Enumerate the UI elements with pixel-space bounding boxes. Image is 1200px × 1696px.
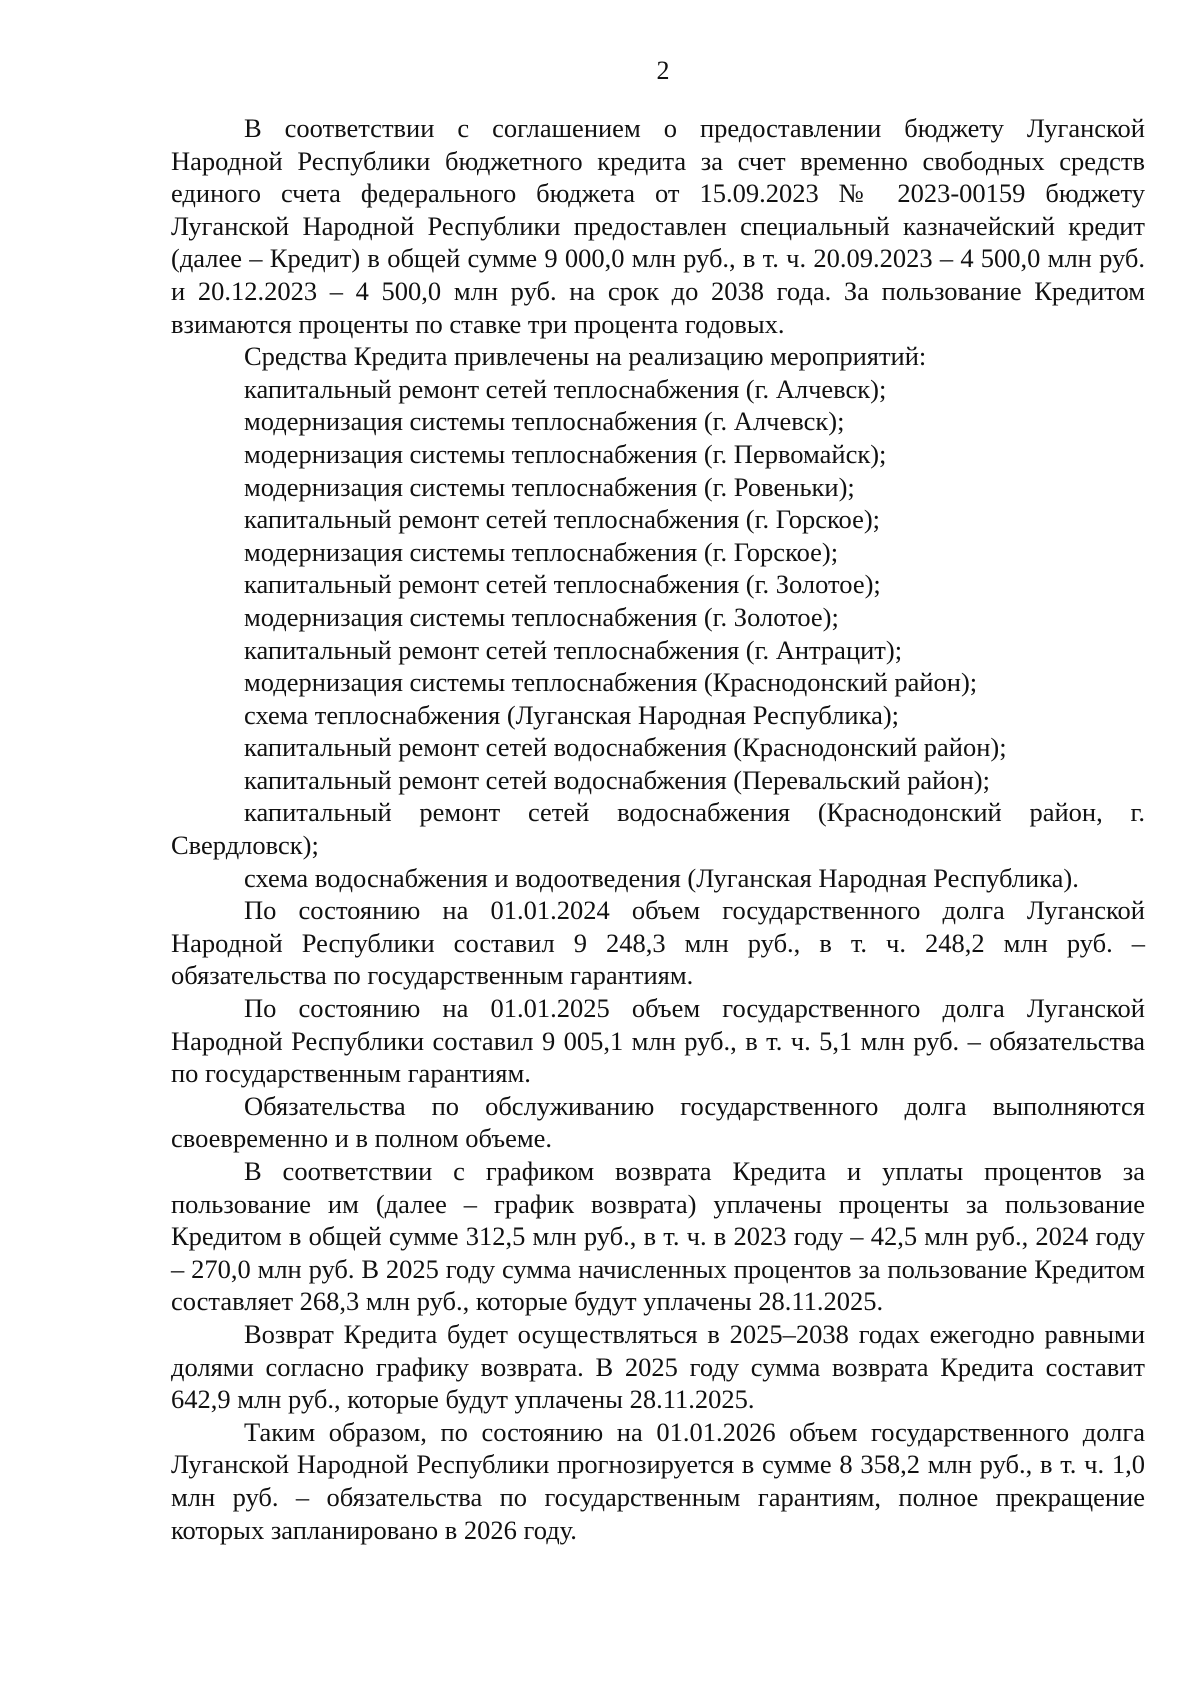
list-item: капитальный ремонт сетей теплоснабжения (г. Золотое); bbox=[244, 569, 881, 600]
list-item: схема водоснабжения и водоотведения (Луганская Народная Республика). bbox=[244, 862, 1079, 893]
list-item: капитальный ремонт сетей водоснабжения (Краснодонский район); bbox=[244, 732, 1007, 763]
list-item: модернизация системы теплоснабжения (г. Первомайск); bbox=[244, 438, 887, 469]
paragraph-interest-payments: В соответствии с графиком возврата Кредита и уплаты процентов за пользование им (далее – график возврата) уплачены проценты за пользование Кредитом в общей сумме 312,5 млн руб., в т. ч. в 2023 году – 42,5 млн руб., 2024 году – 270,0 млн руб. В 2025 году сумма начисленных процентов за пользование Кредитом составляет 268,3 млн руб., которые будут уплачены 28.11.2025. bbox=[171, 1156, 1145, 1317]
paragraph-debt-2025: По состоянию на 01.01.2025 объем государственного долга Луганской Народной Республики составил 9 005,1 млн руб., в т. ч. 5,1 млн руб. – обязательства по государственным гарантиям. bbox=[171, 993, 1145, 1089]
list-item: модернизация системы теплоснабжения (г. Горское); bbox=[244, 536, 839, 567]
paragraph-debt-forecast-2026: Таким образом, по состоянию на 01.01.2026 объем государственного долга Луганской Народной Республики прогнозируется в сумме 8 358,2 млн руб., в т. ч. 1,0 млн руб. – обязательства по государственным гарантиям, полное прекращение которых запланировано в 2026 году. bbox=[171, 1416, 1145, 1545]
list-item: модернизация системы теплоснабжения (г. Алчевск); bbox=[244, 406, 845, 437]
list-item: капитальный ремонт сетей теплоснабжения (г. Алчевск); bbox=[244, 373, 887, 404]
list-item: капитальный ремонт сетей водоснабжения (Краснодонский район, г. Свердловск); bbox=[171, 797, 1145, 861]
paragraph-credit-repayment: Возврат Кредита будет осуществляться в 2025–2038 годах ежегодно равными долями согласно графику возврата. В 2025 году сумма возврата Кредита составит 642,9 млн руб., которые будут уплачены 28.11.2025. bbox=[171, 1318, 1145, 1415]
list-item: схема теплоснабжения (Луганская Народная Республика); bbox=[244, 699, 900, 730]
list-item: модернизация системы теплоснабжения (г. Ровеньки); bbox=[244, 471, 855, 502]
paragraph-debt-service: Обязательства по обслуживанию государственного долга выполняются своевременно и в полном объеме. bbox=[171, 1090, 1145, 1154]
list-item: капитальный ремонт сетей теплоснабжения (г. Антрацит); bbox=[244, 634, 903, 665]
list-item: модернизация системы теплоснабжения (Краснодонский район); bbox=[244, 667, 978, 698]
paragraph-measures-intro: Средства Кредита привлечены на реализацию мероприятий: bbox=[244, 341, 927, 372]
paragraph-debt-2024: По состоянию на 01.01.2024 объем государственного долга Луганской Народной Республики составил 9 248,3 млн руб., в т. ч. 248,2 млн руб. – обязательства по государственным гарантиям. bbox=[171, 895, 1145, 991]
list-item: модернизация системы теплоснабжения (г. Золотое); bbox=[244, 601, 839, 632]
list-item: капитальный ремонт сетей водоснабжения (Перевальский район); bbox=[244, 764, 990, 795]
page-number: 2 bbox=[656, 56, 670, 85]
document-body bbox=[171, 112, 1145, 1546]
list-item: капитальный ремонт сетей теплоснабжения (г. Горское); bbox=[244, 504, 881, 535]
paragraph-credit-agreement: В соответствии с соглашением о предоставлении бюджету Луганской Народной Республики бюджетного кредита за счет временно свободных средств единого счета федерального бюджета от 15.09.2023 № 2023-00159 бюджету Луганской Народной Республики предоставлен специальный казначейский кредит (далее – Кредит) в общей сумме 9 000,0 млн руб., в т. ч. 20.09.2023 – 4 500,0 млн руб. и 20.12.2023 – 4 500,0 млн руб. на срок до 2038 года. За пользование Кредитом взимаются проценты по ставке три процента годовых. bbox=[171, 113, 1145, 339]
